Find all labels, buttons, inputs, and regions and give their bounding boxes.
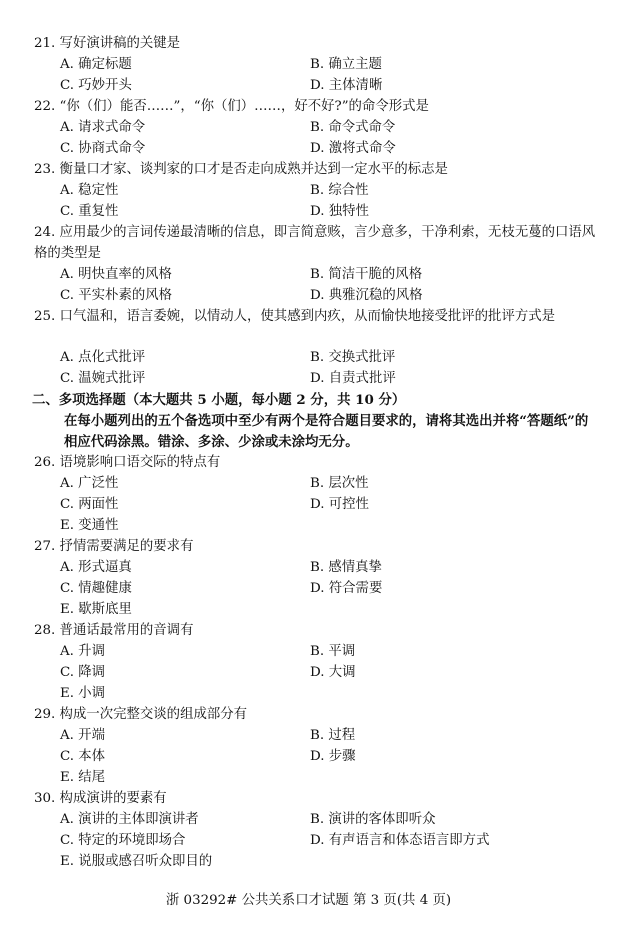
question-24-option-d: D. 典雅沉稳的风格 — [310, 288, 423, 303]
question-30-option-d: D. 有声语言和体态语言即方式 — [310, 833, 490, 848]
question-27-stem: 27. 抒情需要满足的要求有 — [34, 539, 194, 554]
question-29-stem: 29. 构成一次完整交谈的组成部分有 — [34, 707, 248, 722]
question-29-option-a: A. 开端 — [60, 728, 105, 743]
question-29-option-c: C. 本体 — [60, 749, 106, 764]
question-25-option-c: C. 温婉式批评 — [60, 371, 146, 386]
question-28-option-c: C. 降调 — [60, 665, 106, 680]
question-26-option-c: C. 两面性 — [60, 497, 119, 512]
question-23-option-a: A. 稳定性 — [60, 183, 119, 198]
question-21-option-b: B. 确立主题 — [310, 57, 382, 72]
question-28-option-e: E. 小调 — [60, 686, 106, 701]
question-22-option-a: A. 请求式命令 — [60, 120, 146, 135]
question-30-option-b: B. 演讲的客体即听众 — [310, 812, 436, 827]
question-26-option-b: B. 层次性 — [310, 476, 369, 491]
question-21-option-d: D. 主体清晰 — [310, 78, 383, 93]
question-27-option-e: E. 歇斯底里 — [60, 602, 132, 617]
question-30-option-a: A. 演讲的主体即演讲者 — [60, 812, 199, 827]
question-28-option-d: D. 大调 — [310, 665, 356, 680]
question-21-option-c: C. 巧妙开头 — [60, 78, 132, 93]
page-footer: 浙 03292# 公共关系口才试题 第 3 页(共 4 页) — [165, 893, 452, 908]
question-24-option-b: B. 简洁干脆的风格 — [310, 267, 423, 282]
question-24-option-c: C. 平实朴素的风格 — [60, 288, 173, 303]
question-25-option-b: B. 交换式批评 — [310, 350, 396, 365]
question-25-option-a: A. 点化式批评 — [60, 350, 146, 365]
question-22-option-b: B. 命令式命令 — [310, 120, 396, 135]
question-22-option-c: C. 协商式命令 — [60, 141, 146, 156]
question-28-stem: 28. 普通话最常用的音调有 — [34, 623, 194, 638]
question-26-stem: 26. 语境影响口语交际的特点有 — [34, 455, 221, 470]
question-26-option-d: D. 可控性 — [310, 497, 369, 512]
section-2-instruction: 在每小题列出的五个备选项中至少有两个是符合题目要求的，请将其选出并将“答题纸”的相应代码涂黑。错涂、多涂、少涂或未涂均无分。 — [64, 413, 589, 450]
question-24-stem: 24. 应用最少的言词传递最清晰的信息，即言简意赅，言少意多，干净利索，无枝无蔓的口语风格的类型是 — [34, 225, 596, 261]
question-23-option-c: C. 重复性 — [60, 204, 119, 219]
question-27-option-b: B. 感情真挚 — [310, 560, 382, 575]
question-27-option-d: D. 符合需要 — [310, 581, 383, 596]
question-28-option-a: A. 升调 — [60, 644, 105, 659]
question-27-option-c: C. 情趣健康 — [60, 581, 132, 596]
question-25-stem: 25. 口气温和，语言委婉，以情动人，使其感到内疚，从而愉快地接受批评的批评方式是 — [34, 309, 556, 324]
question-23-option-b: B. 综合性 — [310, 183, 369, 198]
question-28-option-b: B. 平调 — [310, 644, 356, 659]
question-24-option-a: A. 明快直率的风格 — [60, 267, 172, 282]
question-23-stem: 23. 衡量口才家、谈判家的口才是否走向成熟并达到一定水平的标志是 — [34, 162, 448, 177]
question-21-stem: 21. 写好演讲稿的关键是 — [34, 36, 181, 51]
question-30-option-c: C. 特定的环境即场合 — [60, 833, 186, 848]
question-29-option-d: D. 步骤 — [310, 749, 356, 764]
question-21-option-a: A. 确定标题 — [60, 57, 132, 72]
question-22-stem: 22. “你（们）能否……”，“你（们）……，好不好?”的命令形式是 — [34, 99, 429, 114]
question-30-option-e: E. 说服或感召听众即目的 — [60, 854, 213, 869]
question-26-option-e: E. 变通性 — [60, 518, 119, 533]
question-29-option-b: B. 过程 — [310, 728, 356, 743]
question-30-stem: 30. 构成演讲的要素有 — [34, 791, 167, 806]
question-23-option-d: D. 独特性 — [310, 204, 369, 219]
question-25-option-d: D. 自责式批评 — [310, 371, 396, 386]
question-26-option-a: A. 广泛性 — [60, 476, 119, 491]
section-2-title: 二、多项选择题（本大题共 5 小题，每小题 2 分，共 10 分） — [32, 392, 406, 408]
question-29-option-e: E. 结尾 — [60, 770, 106, 785]
question-22-option-d: D. 激将式命令 — [310, 141, 396, 156]
question-27-option-a: A. 形式逼真 — [60, 560, 132, 575]
